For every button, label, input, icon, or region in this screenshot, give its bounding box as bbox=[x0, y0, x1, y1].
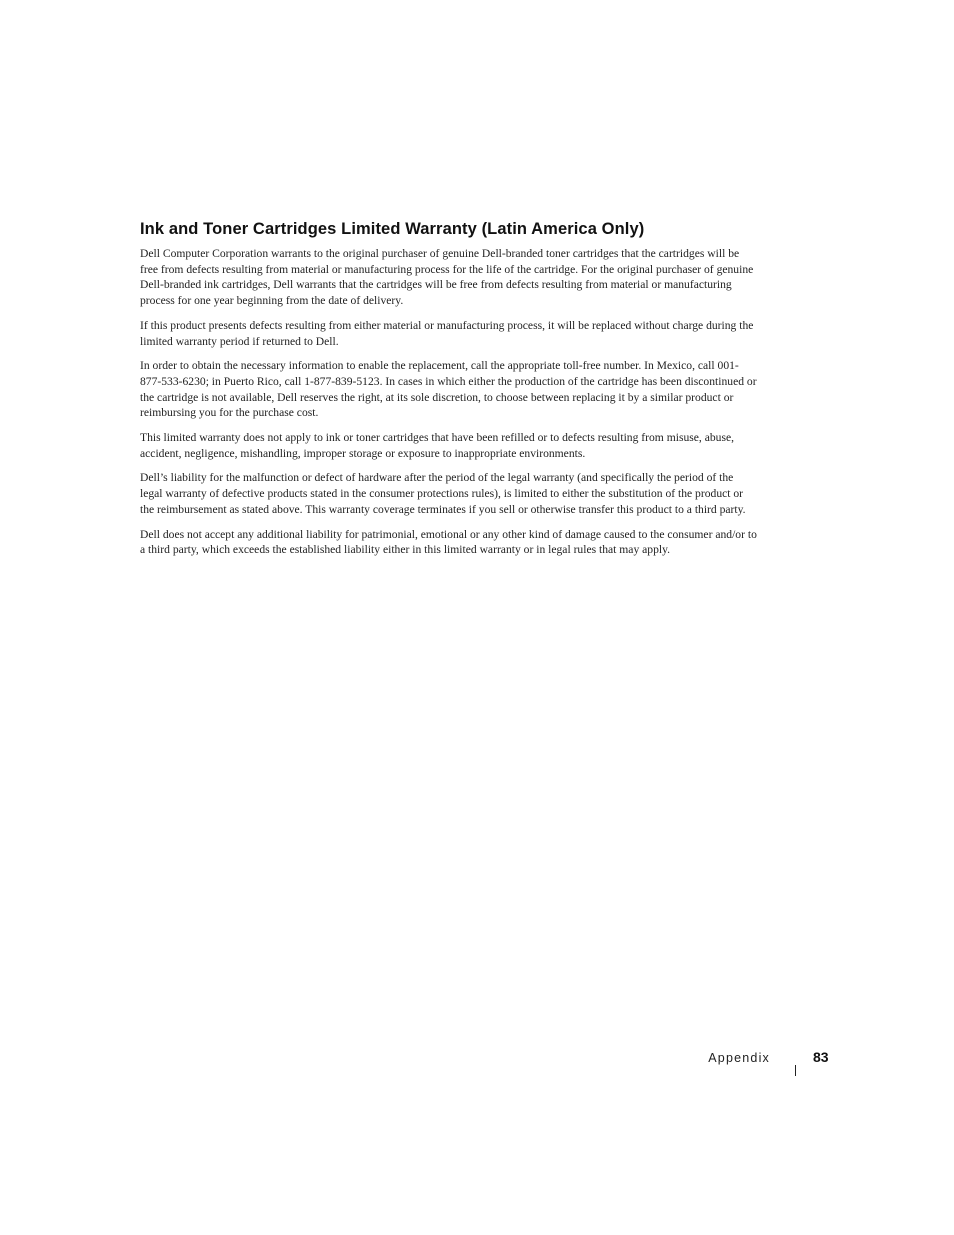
section-heading: Ink and Toner Cartridges Limited Warranty (Latin America Only) bbox=[140, 220, 645, 238]
paragraph-additional-liability: Dell does not accept any additional liability for patrimonial, emotional or any other kind of damage caused to the consumer and/or to a third party, which exceeds the established liability either in this limited warranty or in legal rules that may apply. bbox=[140, 527, 757, 557]
paragraph-replacement: If this product presents defects resulting from either material or manufacturing process, it will be replaced without charge during the limited warranty period if returned to Dell. bbox=[140, 318, 754, 348]
footer-divider bbox=[795, 1065, 796, 1076]
page-footer bbox=[700, 1049, 840, 1081]
paragraph-exclusions: This limited warranty does not apply to ink or toner cartridges that have been refilled or to defects resulting from misuse, abuse, accident, negligence, mishandling, improper storage or exposure to inappropriate environments. bbox=[140, 431, 735, 460]
page-number: 83 bbox=[813, 1049, 829, 1065]
paragraph-liability: Dell’s liability for the malfunction or defect of hardware after the period of the legal warranty (and specifically the period of the legal warranty of defective products stated in the consumer protections rules), is limited to either the substitution of the product or the reimbursement as stated above. This warranty coverage terminates if you sell or otherwise transfer this product to a third party. bbox=[140, 471, 746, 516]
footer-section-label: Appendix bbox=[708, 1051, 770, 1065]
paragraph-contact-numbers: In order to obtain the necessary information to enable the replacement, call the appropriate toll-free number. In Mexico, call 001-877-533-6230; in Puerto Rico, call 1-877-839-5123. In cases in which either the production of the cartridge has been discontinued or the cartridge is not available, Dell reserves the right, at its sole discretion, to choose between replacing it by a similar product or reimbursing you for the purchase cost. bbox=[140, 359, 757, 420]
paragraph-warranty-terms: Dell Computer Corporation warrants to the original purchaser of genuine Dell-branded toner cartridges that the cartridges will be free from defects resulting from material or manufacturing process for the life of the cartridge. For the original purchaser of genuine Dell-branded ink cartridges, Dell warrants that the cartridges will be free from defects resulting from material or manufacturing process for one year beginning from the date of delivery. bbox=[140, 247, 754, 308]
warranty-section bbox=[140, 218, 758, 567]
